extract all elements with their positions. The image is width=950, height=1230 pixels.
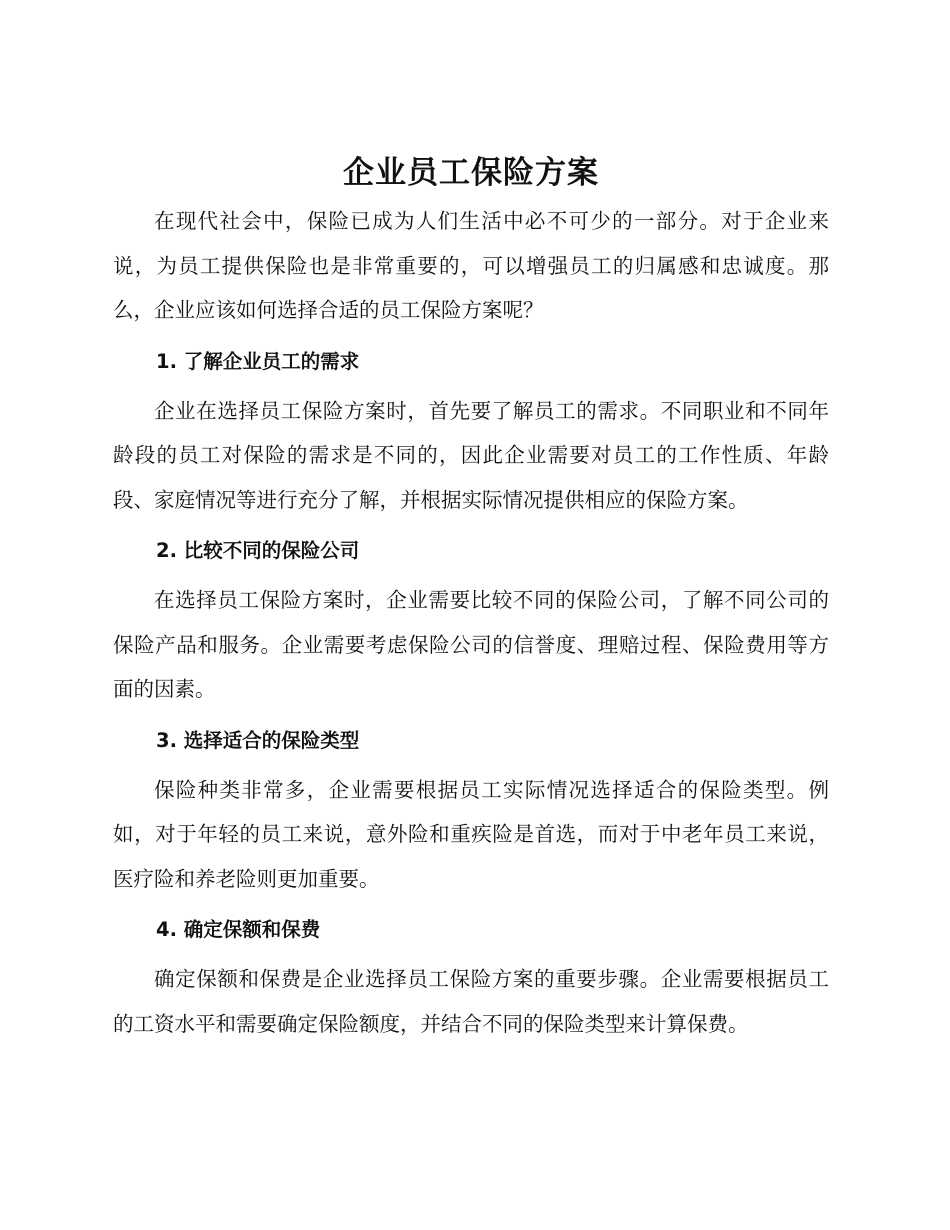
document-page xyxy=(113,150,829,1046)
section-heading-4: 4. 确定保额和保费 xyxy=(156,918,321,941)
section-body-2: 在选择员工保险方案时，企业需要比较不同的保险公司，了解不同公司的保险产品和服务。企业需要考虑保险公司的信誉度、理赔过程、保险费用等方面的因素。 xyxy=(113,588,829,701)
intro-paragraph: 在现代社会中，保险已成为人们生活中必不可少的一部分。对于企业来说，为员工提供保险也是非常重要的，可以增强员工的归属感和忠诚度。那么，企业应该如何选择合适的员工保险方案呢？ xyxy=(113,209,829,322)
document-title: 企业员工保险方案 xyxy=(343,155,599,191)
section-body-3: 保险种类非常多，企业需要根据员工实际情况选择适合的保险类型。例如，对于年轻的员工来说，意外险和重疾险是首选，而对于中老年员工来说，医疗险和养老险则更加重要。 xyxy=(113,777,829,891)
section-body-4: 确定保额和保费是企业选择员工保险方案的重要步骤。企业需要根据员工的工资水平和需要确定保险额度，并结合不同的保险类型来计算保费。 xyxy=(113,967,829,1036)
section-body-1: 企业在选择员工保险方案时，首先要了解员工的需求。不同职业和不同年龄段的员工对保险的需求是不同的，因此企业需要对员工的工作性质、年龄段、家庭情况等进行充分了解，并根据实际情况提供相应的保险方案。 xyxy=(113,398,829,512)
section-heading-3: 3. 选择适合的保险类型 xyxy=(156,728,360,752)
section-heading-2: 2. 比较不同的保险公司 xyxy=(156,539,360,562)
section-heading-1: 1. 了解企业员工的需求 xyxy=(156,349,360,373)
